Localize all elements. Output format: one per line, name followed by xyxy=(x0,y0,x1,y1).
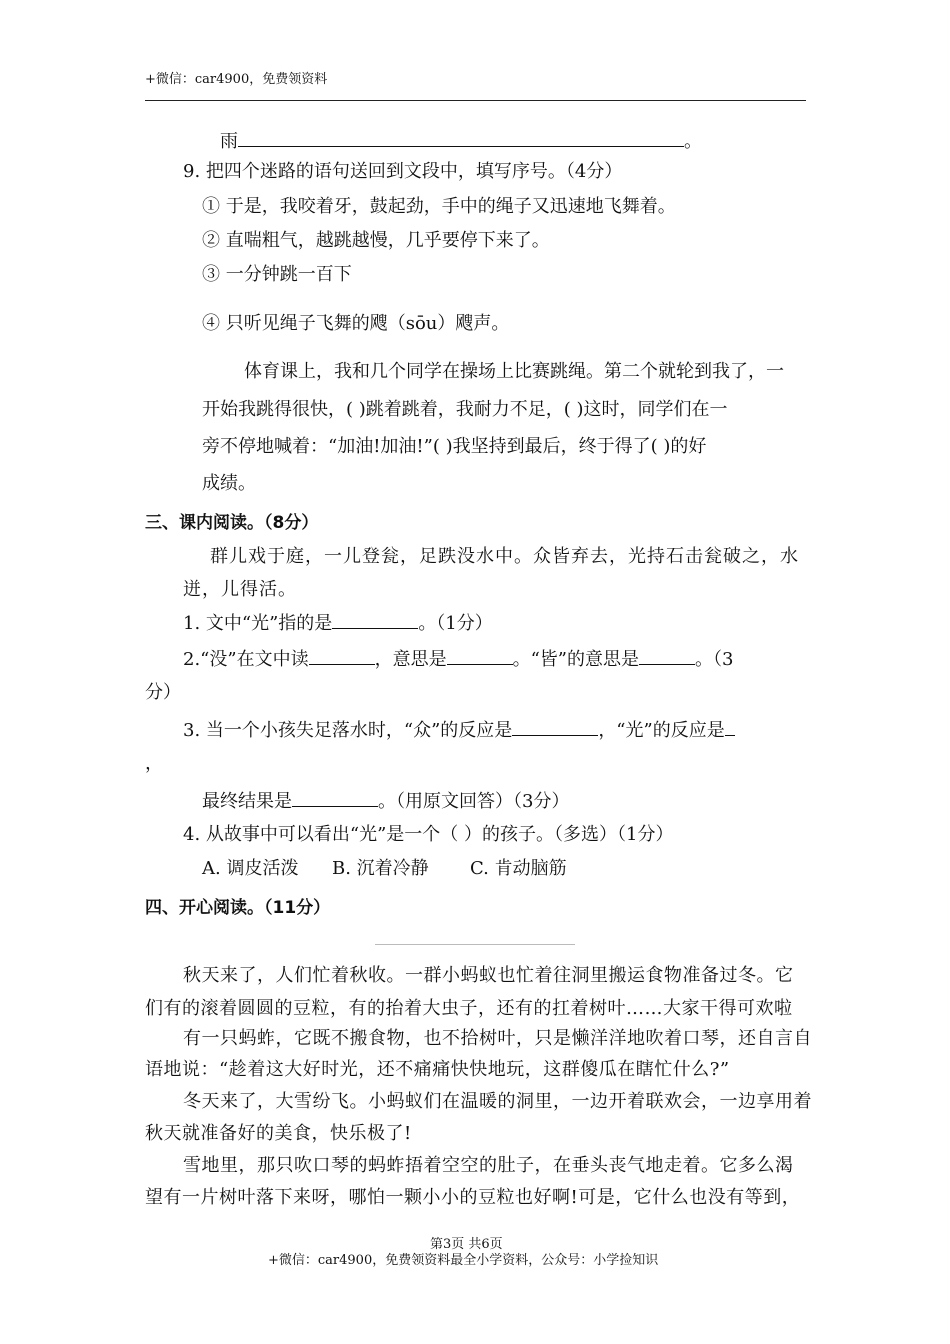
classical-line-1: 群儿戏于庭，一儿登瓮，足跌没水中。众皆弃去，光持石击瓮破之，水 xyxy=(210,546,799,567)
q8-answer-line xyxy=(220,128,702,154)
s3-q2-blank-1[interactable] xyxy=(309,646,375,665)
story-line-4: 语地说：“趁着这大好时光，还不痛痛快快地玩，这群傻瓜在瞎忙什么?” xyxy=(145,1059,730,1080)
q9-passage-line-4: 成绩。 xyxy=(202,473,256,494)
s3-q3-blank-2[interactable] xyxy=(725,717,735,736)
story-line-6: 秋天就准备好的美食，快乐极了! xyxy=(145,1123,412,1144)
title-placeholder-line xyxy=(375,944,575,945)
s3-q2-blank-2[interactable] xyxy=(447,646,513,665)
q9-option-4: ④ 只听见绳子飞舞的飕（sōu）飕声。 xyxy=(202,313,510,334)
s3-q4-choice-b[interactable]: B. 沉着冷静 xyxy=(332,858,429,879)
s3-q2-blank-3[interactable] xyxy=(639,646,695,665)
q8-end: 。 xyxy=(684,131,702,152)
q8-label: 雨 xyxy=(220,131,238,152)
q9-passage-line-2: 开始我跳得很快，( )跳着跳着，我耐力不足，( )这时，同学们在一 xyxy=(202,399,728,420)
story-line-1: 秋天来了，人们忙着秋收。一群小蚂蚁也忙着往洞里搬运食物准备过冬。它 xyxy=(183,965,794,986)
section-4-title: 四、开心阅读。（11分） xyxy=(145,898,331,918)
s3-q3-blank-1[interactable] xyxy=(512,717,598,736)
q8-blank[interactable] xyxy=(238,128,684,147)
s3-q2: 2.“没”在文中读 ，意思是 。“皆”的意思是 。（3 xyxy=(183,646,733,672)
s3-q3-line2: 最终结果是 。（用原文回答）（3分） xyxy=(202,788,569,814)
s3-q3-blank-3[interactable] xyxy=(292,788,378,807)
q9-passage-line-3: 旁不停地喊着：“加油!加油!”( )我坚持到最后，终于得了( )的好 xyxy=(202,436,707,457)
story-line-2: 们有的滚着圆圆的豆粒，有的抬着大虫子，还有的扛着树叶……大家干得可欢啦 xyxy=(145,998,793,1019)
story-line-3: 有一只蚂蚱，它既不搬食物，也不拾树叶，只是懒洋洋地吹着口琴，还自言自 xyxy=(183,1028,812,1049)
s3-q4-choice-c[interactable]: C. 肯动脑筋 xyxy=(470,858,567,879)
header-note: +微信：car4900，免费领资料 xyxy=(145,72,328,87)
q9-option-3: ③ 一分钟跳一百下 xyxy=(202,264,352,285)
s3-q4: 4. 从故事中可以看出“光”是一个（ ）的孩子。（多选）（1分） xyxy=(183,824,674,845)
s3-q3-tail: ， xyxy=(145,753,163,774)
s3-q1: 1. 文中“光”指的是 。（1分） xyxy=(183,610,493,636)
q9-option-1: ① 于是，我咬着牙，鼓起劲，手中的绳子又迅速地飞舞着。 xyxy=(202,196,676,217)
s3-q1-blank[interactable] xyxy=(332,610,418,629)
s3-q3: 3. 当一个小孩失足落水时，“众”的反应是 ，“光”的反应是 xyxy=(183,717,735,743)
footer-note: +微信：car4900，免费领资料最全小学资料，公众号：小学捡知识 xyxy=(268,1253,659,1268)
q9-option-2: ② 直喘粗气，越跳越慢，几乎要停下来了。 xyxy=(202,230,550,251)
classical-line-2: 迸，儿得活。 xyxy=(183,579,297,600)
section-3-title: 三、课内阅读。（8分） xyxy=(145,513,319,533)
header-divider xyxy=(145,100,806,101)
q9-title: 9. 把四个迷路的语句送回到文段中，填写序号。（4分） xyxy=(183,161,623,182)
story-line-7: 雪地里，那只吹口琴的蚂蚱捂着空空的肚子，在垂头丧气地走着。它多么渴 xyxy=(183,1155,794,1176)
s3-q4-choice-a[interactable]: A. 调皮活泼 xyxy=(202,858,299,879)
page-number: 第3页 共6页 xyxy=(430,1237,503,1252)
q9-passage-line-1: 体育课上，我和几个同学在操场上比赛跳绳。第二个就轮到我了，一 xyxy=(244,361,784,382)
s3-q2-cont: 分） xyxy=(145,682,181,703)
story-line-8: 望有一片树叶落下来呀，哪怕一颗小小的豆粒也好啊!可是，它什么也没有等到， xyxy=(145,1187,801,1208)
story-line-5: 冬天来了，大雪纷飞。小蚂蚁们在温暖的洞里，一边开着联欢会，一边享用着 xyxy=(183,1091,812,1112)
